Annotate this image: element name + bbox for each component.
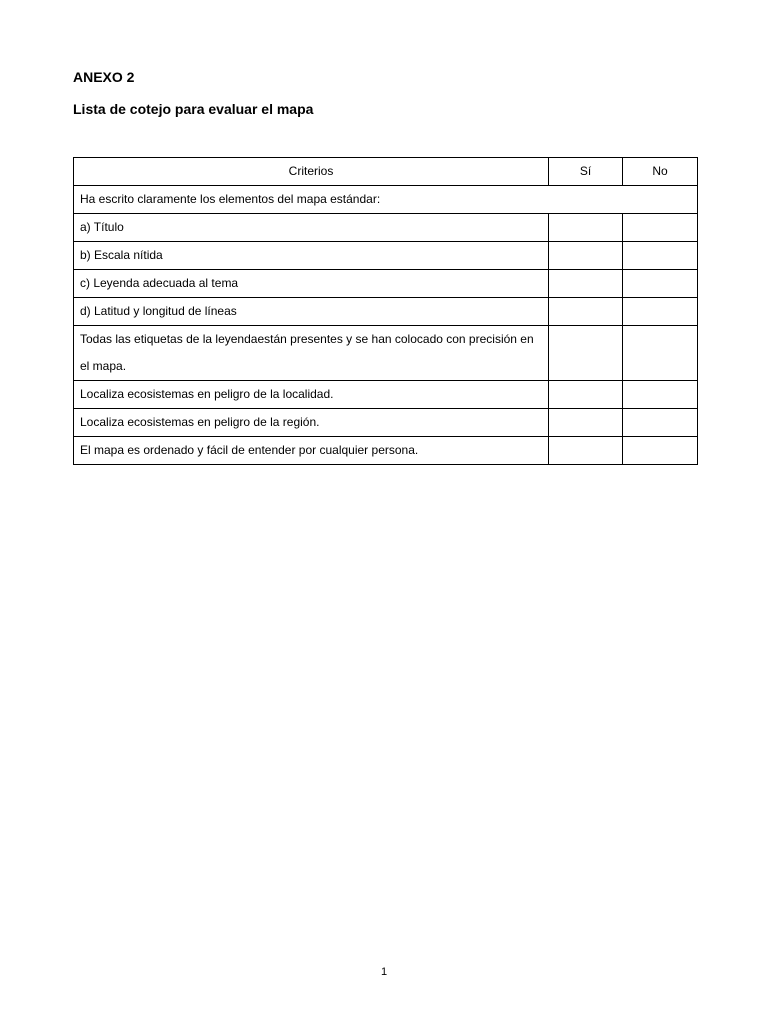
- table-row: [74, 298, 698, 326]
- yes-cell[interactable]: [549, 409, 623, 437]
- yes-cell[interactable]: [549, 298, 623, 326]
- yes-cell[interactable]: [549, 381, 623, 409]
- no-cell[interactable]: [623, 437, 698, 465]
- section-header-row: [74, 186, 698, 214]
- no-cell[interactable]: [623, 298, 698, 326]
- checklist-table: [73, 157, 698, 465]
- criteria-cell: c) Leyenda adecuada al tema: [74, 270, 549, 298]
- table-row: [74, 437, 698, 465]
- no-column-header: No: [623, 158, 698, 186]
- criteria-cell: d) Latitud y longitud de líneas: [74, 298, 549, 326]
- no-cell[interactable]: [623, 270, 698, 298]
- page-number: 1: [380, 966, 388, 978]
- annex-title: ANEXO 2: [73, 69, 135, 85]
- no-cell[interactable]: [623, 326, 698, 381]
- section-header-cell: Ha escrito claramente los elementos del mapa estándar:: [74, 186, 698, 214]
- criteria-cell: Localiza ecosistemas en peligro de la región.: [74, 409, 549, 437]
- table-row: [74, 381, 698, 409]
- yes-cell[interactable]: [549, 242, 623, 270]
- criteria-column-header: Criterios: [74, 158, 549, 186]
- no-cell[interactable]: [623, 381, 698, 409]
- yes-column-header: Sí: [549, 158, 623, 186]
- yes-cell[interactable]: [549, 270, 623, 298]
- table-row: [74, 214, 698, 242]
- criteria-cell: a) Título: [74, 214, 549, 242]
- no-cell[interactable]: [623, 409, 698, 437]
- criteria-cell: Todas las etiquetas de la leyendaestán presentes y se han colocado con precisión en el mapa.: [74, 326, 549, 381]
- criteria-cell: Localiza ecosistemas en peligro de la localidad.: [74, 381, 549, 409]
- table-header-row: [74, 158, 698, 186]
- no-cell[interactable]: [623, 214, 698, 242]
- table-row: [74, 242, 698, 270]
- document-title: Lista de cotejo para evaluar el mapa: [73, 101, 314, 117]
- criteria-cell: b) Escala nítida: [74, 242, 549, 270]
- yes-cell[interactable]: [549, 214, 623, 242]
- yes-cell[interactable]: [549, 326, 623, 381]
- yes-cell[interactable]: [549, 437, 623, 465]
- criteria-cell: El mapa es ordenado y fácil de entender por cualquier persona.: [74, 437, 549, 465]
- table-row: [74, 270, 698, 298]
- table-row: [74, 409, 698, 437]
- table-row: [74, 326, 698, 381]
- no-cell[interactable]: [623, 242, 698, 270]
